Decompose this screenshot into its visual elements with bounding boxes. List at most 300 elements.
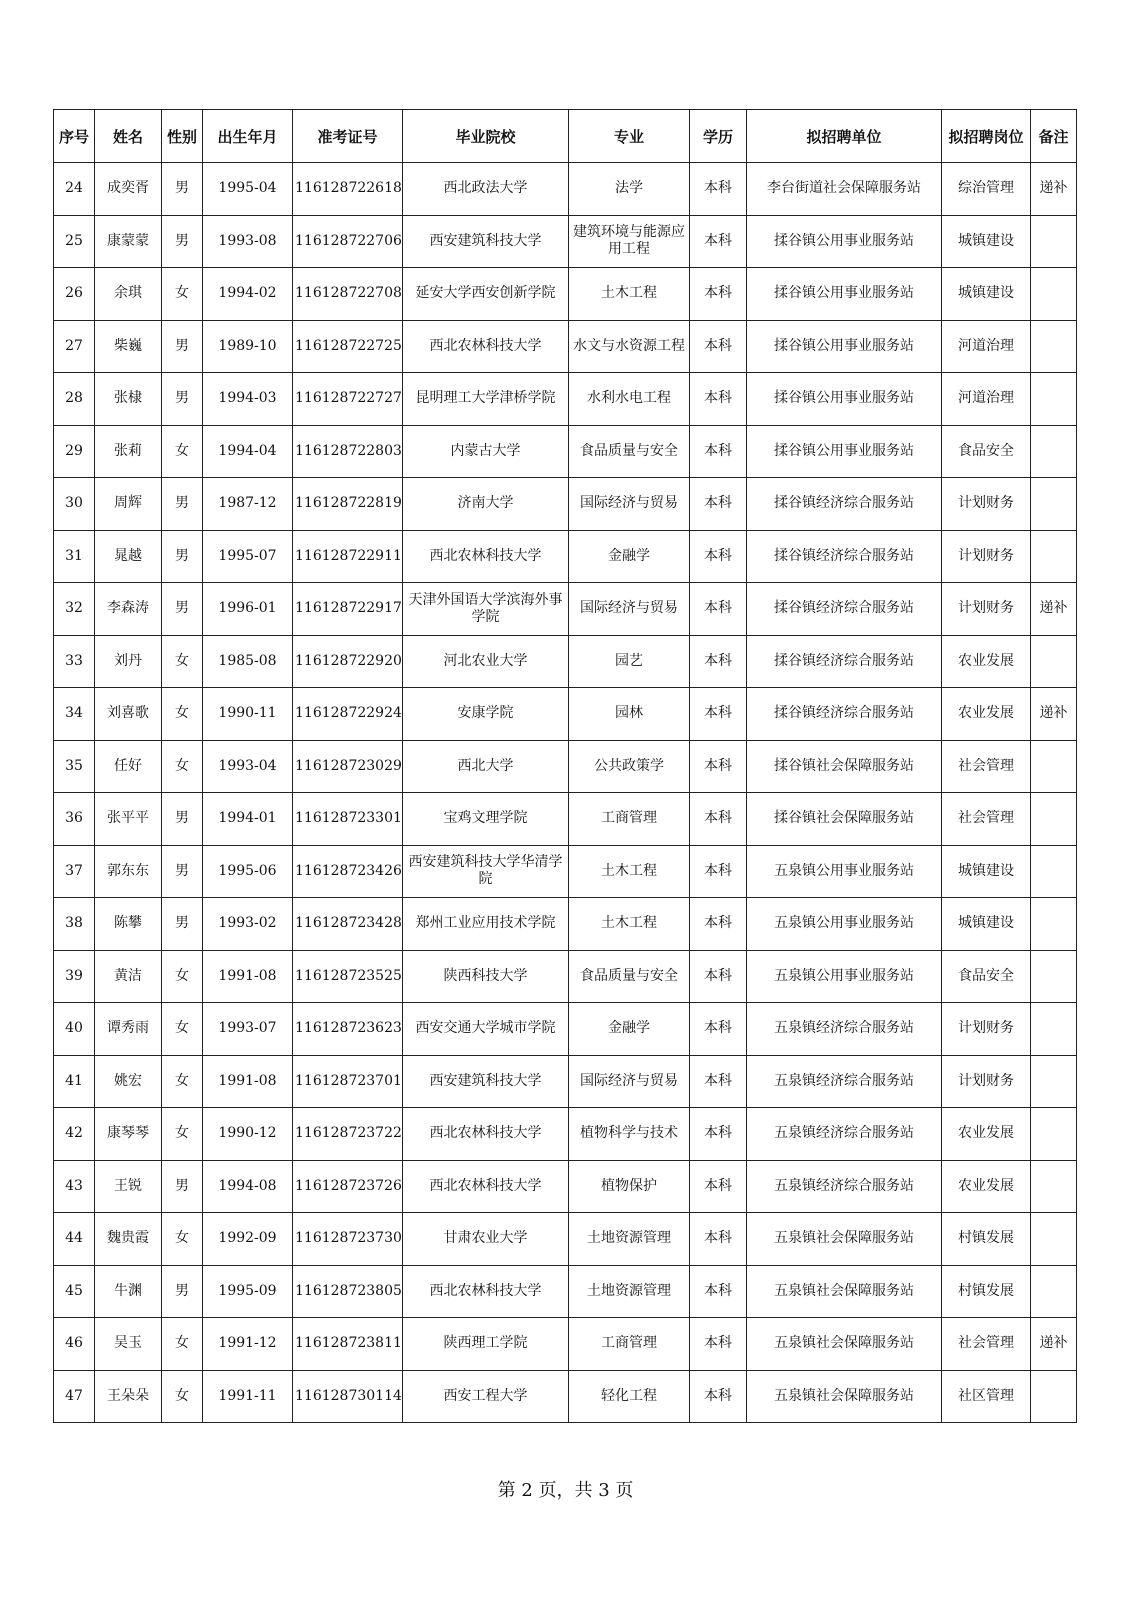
cell-degree: 本科: [690, 268, 747, 321]
table-row: [54, 950, 1077, 1003]
cell-index: 41: [54, 1055, 95, 1108]
cell-birth: 1994-02: [203, 268, 293, 321]
cell-gender: 女: [162, 1213, 203, 1266]
cell-index: 31: [54, 530, 95, 583]
cell-gender: 女: [162, 688, 203, 741]
cell-index: 36: [54, 793, 95, 846]
header-school: 毕业院校: [403, 110, 569, 163]
cell-exam-id: 116128722727: [293, 373, 403, 426]
header-position: 拟招聘岗位: [942, 110, 1031, 163]
cell-degree: 本科: [690, 583, 747, 636]
cell-position: 食品安全: [942, 950, 1031, 1003]
cell-name: 谭秀雨: [95, 1003, 162, 1056]
cell-major: 建筑环境与能源应用工程: [569, 215, 690, 268]
cell-major: 金融学: [569, 530, 690, 583]
cell-gender: 男: [162, 530, 203, 583]
table-row: [54, 1108, 1077, 1161]
cell-exam-id: 116128723623: [293, 1003, 403, 1056]
cell-school: 安康学院: [403, 688, 569, 741]
cell-exam-id: 116128722920: [293, 635, 403, 688]
cell-major: 公共政策学: [569, 740, 690, 793]
cell-school: 延安大学西安创新学院: [403, 268, 569, 321]
cell-school: 西北政法大学: [403, 163, 569, 216]
cell-school: 西北农林科技大学: [403, 320, 569, 373]
table-row: [54, 740, 1077, 793]
cell-degree: 本科: [690, 1108, 747, 1161]
cell-major: 轻化工程: [569, 1370, 690, 1423]
cell-index: 34: [54, 688, 95, 741]
header-exam-id: 准考证号: [293, 110, 403, 163]
cell-exam-id: 116128723301: [293, 793, 403, 846]
cell-remark: [1031, 1003, 1077, 1056]
cell-degree: 本科: [690, 1003, 747, 1056]
cell-name: 任好: [95, 740, 162, 793]
cell-remark: [1031, 1108, 1077, 1161]
cell-degree: 本科: [690, 215, 747, 268]
cell-unit: 揉谷镇社会保障服务站: [747, 793, 942, 846]
cell-school: 宝鸡文理学院: [403, 793, 569, 846]
cell-exam-id: 116128722708: [293, 268, 403, 321]
cell-position: 农业发展: [942, 635, 1031, 688]
cell-unit: 五泉镇社会保障服务站: [747, 1370, 942, 1423]
cell-position: 计划财务: [942, 530, 1031, 583]
cell-unit: 五泉镇公用事业服务站: [747, 845, 942, 898]
cell-major: 园林: [569, 688, 690, 741]
cell-position: 社区管理: [942, 1370, 1031, 1423]
cell-major: 土地资源管理: [569, 1265, 690, 1318]
cell-school: 天津外国语大学滨海外事学院: [403, 583, 569, 636]
cell-major: 水文与水资源工程: [569, 320, 690, 373]
header-unit: 拟招聘单位: [747, 110, 942, 163]
cell-index: 26: [54, 268, 95, 321]
cell-birth: 1995-09: [203, 1265, 293, 1318]
cell-name: 李森涛: [95, 583, 162, 636]
table-row: [54, 163, 1077, 216]
cell-name: 姚宏: [95, 1055, 162, 1108]
cell-remark: [1031, 320, 1077, 373]
cell-unit: 揉谷镇公用事业服务站: [747, 373, 942, 426]
cell-unit: 揉谷镇公用事业服务站: [747, 215, 942, 268]
cell-exam-id: 116128722917: [293, 583, 403, 636]
cell-school: 郑州工业应用技术学院: [403, 898, 569, 951]
cell-school: 济南大学: [403, 478, 569, 531]
cell-gender: 女: [162, 425, 203, 478]
cell-name: 刘喜歌: [95, 688, 162, 741]
candidate-table: [53, 109, 1077, 1423]
cell-gender: 男: [162, 583, 203, 636]
cell-birth: 1992-09: [203, 1213, 293, 1266]
cell-gender: 男: [162, 845, 203, 898]
header-birth: 出生年月: [203, 110, 293, 163]
header-remark: 备注: [1031, 110, 1077, 163]
cell-birth: 1991-11: [203, 1370, 293, 1423]
cell-remark: [1031, 1160, 1077, 1213]
cell-school: 西安建筑科技大学华清学院: [403, 845, 569, 898]
cell-major: 食品质量与安全: [569, 950, 690, 1003]
cell-unit: 揉谷镇社会保障服务站: [747, 740, 942, 793]
cell-school: 西安建筑科技大学: [403, 1055, 569, 1108]
cell-gender: 女: [162, 740, 203, 793]
cell-gender: 女: [162, 1318, 203, 1371]
table-row: [54, 635, 1077, 688]
cell-remark: 递补: [1031, 583, 1077, 636]
cell-gender: 女: [162, 1108, 203, 1161]
cell-school: 陕西理工学院: [403, 1318, 569, 1371]
cell-exam-id: 116128723811: [293, 1318, 403, 1371]
cell-birth: 1991-12: [203, 1318, 293, 1371]
cell-birth: 1993-07: [203, 1003, 293, 1056]
cell-gender: 男: [162, 1160, 203, 1213]
cell-exam-id: 116128722706: [293, 215, 403, 268]
cell-birth: 1985-08: [203, 635, 293, 688]
cell-position: 综治管理: [942, 163, 1031, 216]
cell-unit: 五泉镇经济综合服务站: [747, 1108, 942, 1161]
cell-major: 国际经济与贸易: [569, 583, 690, 636]
cell-major: 土木工程: [569, 845, 690, 898]
cell-position: 村镇发展: [942, 1213, 1031, 1266]
cell-school: 甘肃农业大学: [403, 1213, 569, 1266]
table-row: [54, 1055, 1077, 1108]
cell-remark: [1031, 215, 1077, 268]
cell-unit: 五泉镇公用事业服务站: [747, 950, 942, 1003]
cell-exam-id: 116128730114: [293, 1370, 403, 1423]
cell-unit: 五泉镇社会保障服务站: [747, 1318, 942, 1371]
cell-school: 西北农林科技大学: [403, 1108, 569, 1161]
cell-remark: [1031, 1055, 1077, 1108]
cell-school: 西安建筑科技大学: [403, 215, 569, 268]
cell-degree: 本科: [690, 740, 747, 793]
cell-name: 晁越: [95, 530, 162, 583]
cell-exam-id: 116128723701: [293, 1055, 403, 1108]
table-row: [54, 425, 1077, 478]
cell-major: 工商管理: [569, 793, 690, 846]
cell-major: 工商管理: [569, 1318, 690, 1371]
cell-school: 河北农业大学: [403, 635, 569, 688]
cell-unit: 揉谷镇公用事业服务站: [747, 425, 942, 478]
cell-unit: 五泉镇经济综合服务站: [747, 1003, 942, 1056]
cell-name: 吴玉: [95, 1318, 162, 1371]
cell-remark: 递补: [1031, 1318, 1077, 1371]
table-row: [54, 1160, 1077, 1213]
cell-index: 39: [54, 950, 95, 1003]
table-body: [54, 163, 1077, 1423]
cell-position: 农业发展: [942, 1160, 1031, 1213]
cell-exam-id: 116128723029: [293, 740, 403, 793]
cell-index: 42: [54, 1108, 95, 1161]
table-row: [54, 373, 1077, 426]
header-major: 专业: [569, 110, 690, 163]
cell-position: 计划财务: [942, 583, 1031, 636]
cell-unit: 五泉镇社会保障服务站: [747, 1265, 942, 1318]
cell-degree: 本科: [690, 530, 747, 583]
cell-unit: 揉谷镇公用事业服务站: [747, 268, 942, 321]
cell-name: 康琴琴: [95, 1108, 162, 1161]
cell-name: 张平平: [95, 793, 162, 846]
cell-birth: 1990-11: [203, 688, 293, 741]
cell-degree: 本科: [690, 373, 747, 426]
cell-remark: [1031, 268, 1077, 321]
cell-major: 国际经济与贸易: [569, 1055, 690, 1108]
cell-remark: 递补: [1031, 688, 1077, 741]
cell-name: 成奕胥: [95, 163, 162, 216]
cell-birth: 1995-06: [203, 845, 293, 898]
cell-birth: 1994-01: [203, 793, 293, 846]
page-footer: 第 2 页，共 3 页: [497, 1480, 634, 1501]
table-row: [54, 320, 1077, 373]
cell-remark: [1031, 898, 1077, 951]
cell-major: 食品质量与安全: [569, 425, 690, 478]
cell-name: 王锐: [95, 1160, 162, 1213]
cell-position: 城镇建设: [942, 845, 1031, 898]
cell-remark: [1031, 1265, 1077, 1318]
cell-major: 植物保护: [569, 1160, 690, 1213]
cell-position: 社会管理: [942, 740, 1031, 793]
cell-school: 西北农林科技大学: [403, 1160, 569, 1213]
table-row: [54, 688, 1077, 741]
cell-position: 计划财务: [942, 1003, 1031, 1056]
cell-position: 社会管理: [942, 1318, 1031, 1371]
cell-name: 王朵朵: [95, 1370, 162, 1423]
cell-gender: 女: [162, 950, 203, 1003]
cell-index: 40: [54, 1003, 95, 1056]
cell-degree: 本科: [690, 1265, 747, 1318]
cell-degree: 本科: [690, 320, 747, 373]
cell-birth: 1989-10: [203, 320, 293, 373]
cell-position: 河道治理: [942, 320, 1031, 373]
roster-sheet: [53, 109, 1076, 1423]
cell-degree: 本科: [690, 425, 747, 478]
cell-major: 水利水电工程: [569, 373, 690, 426]
cell-gender: 女: [162, 1055, 203, 1108]
cell-remark: [1031, 793, 1077, 846]
cell-unit: 五泉镇经济综合服务站: [747, 1160, 942, 1213]
cell-birth: 1995-07: [203, 530, 293, 583]
cell-school: 西安交通大学城市学院: [403, 1003, 569, 1056]
cell-degree: 本科: [690, 1213, 747, 1266]
cell-name: 康蒙蒙: [95, 215, 162, 268]
cell-gender: 男: [162, 898, 203, 951]
cell-gender: 男: [162, 793, 203, 846]
cell-school: 西北农林科技大学: [403, 1265, 569, 1318]
cell-degree: 本科: [690, 1370, 747, 1423]
cell-remark: [1031, 635, 1077, 688]
cell-exam-id: 116128722725: [293, 320, 403, 373]
cell-position: 村镇发展: [942, 1265, 1031, 1318]
cell-degree: 本科: [690, 635, 747, 688]
cell-remark: [1031, 950, 1077, 1003]
cell-birth: 1994-03: [203, 373, 293, 426]
cell-gender: 女: [162, 1003, 203, 1056]
cell-gender: 男: [162, 320, 203, 373]
cell-index: 32: [54, 583, 95, 636]
cell-index: 37: [54, 845, 95, 898]
cell-major: 植物科学与技术: [569, 1108, 690, 1161]
cell-name: 魏贵霞: [95, 1213, 162, 1266]
cell-birth: 1996-01: [203, 583, 293, 636]
cell-position: 城镇建设: [942, 898, 1031, 951]
cell-remark: [1031, 425, 1077, 478]
cell-major: 园艺: [569, 635, 690, 688]
cell-position: 食品安全: [942, 425, 1031, 478]
cell-index: 28: [54, 373, 95, 426]
cell-school: 内蒙古大学: [403, 425, 569, 478]
cell-birth: 1991-08: [203, 1055, 293, 1108]
cell-position: 社会管理: [942, 793, 1031, 846]
cell-exam-id: 116128722911: [293, 530, 403, 583]
table-row: [54, 898, 1077, 951]
cell-school: 昆明理工大学津桥学院: [403, 373, 569, 426]
cell-exam-id: 116128723525: [293, 950, 403, 1003]
cell-unit: 揉谷镇经济综合服务站: [747, 635, 942, 688]
header-index: 序号: [54, 110, 95, 163]
cell-name: 牛渊: [95, 1265, 162, 1318]
cell-school: 陕西科技大学: [403, 950, 569, 1003]
cell-unit: 五泉镇经济综合服务站: [747, 1055, 942, 1108]
cell-degree: 本科: [690, 478, 747, 531]
cell-degree: 本科: [690, 1160, 747, 1213]
cell-position: 河道治理: [942, 373, 1031, 426]
cell-unit: 李台街道社会保障服务站: [747, 163, 942, 216]
table-row: [54, 583, 1077, 636]
table-row: [54, 478, 1077, 531]
cell-exam-id: 116128722924: [293, 688, 403, 741]
cell-index: 45: [54, 1265, 95, 1318]
cell-index: 44: [54, 1213, 95, 1266]
cell-remark: [1031, 530, 1077, 583]
cell-unit: 揉谷镇经济综合服务站: [747, 478, 942, 531]
cell-degree: 本科: [690, 898, 747, 951]
header-name: 姓名: [95, 110, 162, 163]
cell-degree: 本科: [690, 163, 747, 216]
cell-remark: [1031, 478, 1077, 531]
cell-exam-id: 116128723730: [293, 1213, 403, 1266]
cell-degree: 本科: [690, 845, 747, 898]
cell-birth: 1991-08: [203, 950, 293, 1003]
cell-gender: 女: [162, 635, 203, 688]
cell-unit: 五泉镇公用事业服务站: [747, 898, 942, 951]
cell-position: 城镇建设: [942, 268, 1031, 321]
header-degree: 学历: [690, 110, 747, 163]
cell-birth: 1993-04: [203, 740, 293, 793]
table-row: [54, 215, 1077, 268]
cell-gender: 男: [162, 163, 203, 216]
cell-birth: 1994-04: [203, 425, 293, 478]
cell-index: 27: [54, 320, 95, 373]
cell-remark: [1031, 740, 1077, 793]
cell-gender: 男: [162, 478, 203, 531]
cell-birth: 1987-12: [203, 478, 293, 531]
cell-gender: 男: [162, 215, 203, 268]
cell-index: 46: [54, 1318, 95, 1371]
cell-index: 25: [54, 215, 95, 268]
cell-major: 土木工程: [569, 898, 690, 951]
table-row: [54, 793, 1077, 846]
cell-birth: 1994-08: [203, 1160, 293, 1213]
cell-index: 43: [54, 1160, 95, 1213]
cell-index: 38: [54, 898, 95, 951]
cell-name: 黄洁: [95, 950, 162, 1003]
cell-gender: 男: [162, 373, 203, 426]
cell-name: 柴巍: [95, 320, 162, 373]
cell-name: 张莉: [95, 425, 162, 478]
cell-name: 张棣: [95, 373, 162, 426]
header-gender: 性别: [162, 110, 203, 163]
table-row: [54, 1265, 1077, 1318]
cell-name: 郭东东: [95, 845, 162, 898]
cell-major: 土地资源管理: [569, 1213, 690, 1266]
cell-name: 陈攀: [95, 898, 162, 951]
cell-degree: 本科: [690, 1055, 747, 1108]
table-row: [54, 530, 1077, 583]
cell-name: 余琪: [95, 268, 162, 321]
cell-degree: 本科: [690, 793, 747, 846]
cell-school: 西安工程大学: [403, 1370, 569, 1423]
cell-birth: 1990-12: [203, 1108, 293, 1161]
cell-unit: 揉谷镇经济综合服务站: [747, 688, 942, 741]
cell-unit: 揉谷镇经济综合服务站: [747, 583, 942, 636]
cell-name: 周辉: [95, 478, 162, 531]
cell-index: 29: [54, 425, 95, 478]
cell-major: 法学: [569, 163, 690, 216]
cell-position: 农业发展: [942, 688, 1031, 741]
cell-remark: [1031, 845, 1077, 898]
cell-birth: 1995-04: [203, 163, 293, 216]
cell-unit: 揉谷镇公用事业服务站: [747, 320, 942, 373]
cell-major: 土木工程: [569, 268, 690, 321]
cell-index: 35: [54, 740, 95, 793]
cell-exam-id: 116128723722: [293, 1108, 403, 1161]
cell-gender: 女: [162, 1370, 203, 1423]
table-row: [54, 268, 1077, 321]
cell-position: 城镇建设: [942, 215, 1031, 268]
cell-exam-id: 116128722803: [293, 425, 403, 478]
cell-position: 计划财务: [942, 1055, 1031, 1108]
cell-degree: 本科: [690, 688, 747, 741]
cell-index: 24: [54, 163, 95, 216]
cell-index: 30: [54, 478, 95, 531]
cell-birth: 1993-02: [203, 898, 293, 951]
cell-remark: [1031, 1370, 1077, 1423]
table-row: [54, 1370, 1077, 1423]
cell-school: 西北大学: [403, 740, 569, 793]
cell-degree: 本科: [690, 1318, 747, 1371]
cell-unit: 揉谷镇经济综合服务站: [747, 530, 942, 583]
cell-gender: 男: [162, 1265, 203, 1318]
table-row: [54, 1318, 1077, 1371]
cell-index: 47: [54, 1370, 95, 1423]
cell-remark: 递补: [1031, 163, 1077, 216]
cell-position: 农业发展: [942, 1108, 1031, 1161]
cell-exam-id: 116128723805: [293, 1265, 403, 1318]
cell-exam-id: 116128722819: [293, 478, 403, 531]
table-row: [54, 845, 1077, 898]
cell-name: 刘丹: [95, 635, 162, 688]
table-row: [54, 1213, 1077, 1266]
cell-exam-id: 116128723426: [293, 845, 403, 898]
cell-exam-id: 116128723726: [293, 1160, 403, 1213]
cell-exam-id: 116128722618: [293, 163, 403, 216]
cell-position: 计划财务: [942, 478, 1031, 531]
cell-major: 金融学: [569, 1003, 690, 1056]
cell-degree: 本科: [690, 950, 747, 1003]
cell-gender: 女: [162, 268, 203, 321]
cell-remark: [1031, 1213, 1077, 1266]
cell-index: 33: [54, 635, 95, 688]
cell-exam-id: 116128723428: [293, 898, 403, 951]
cell-remark: [1031, 373, 1077, 426]
table-row: [54, 1003, 1077, 1056]
cell-school: 西北农林科技大学: [403, 530, 569, 583]
